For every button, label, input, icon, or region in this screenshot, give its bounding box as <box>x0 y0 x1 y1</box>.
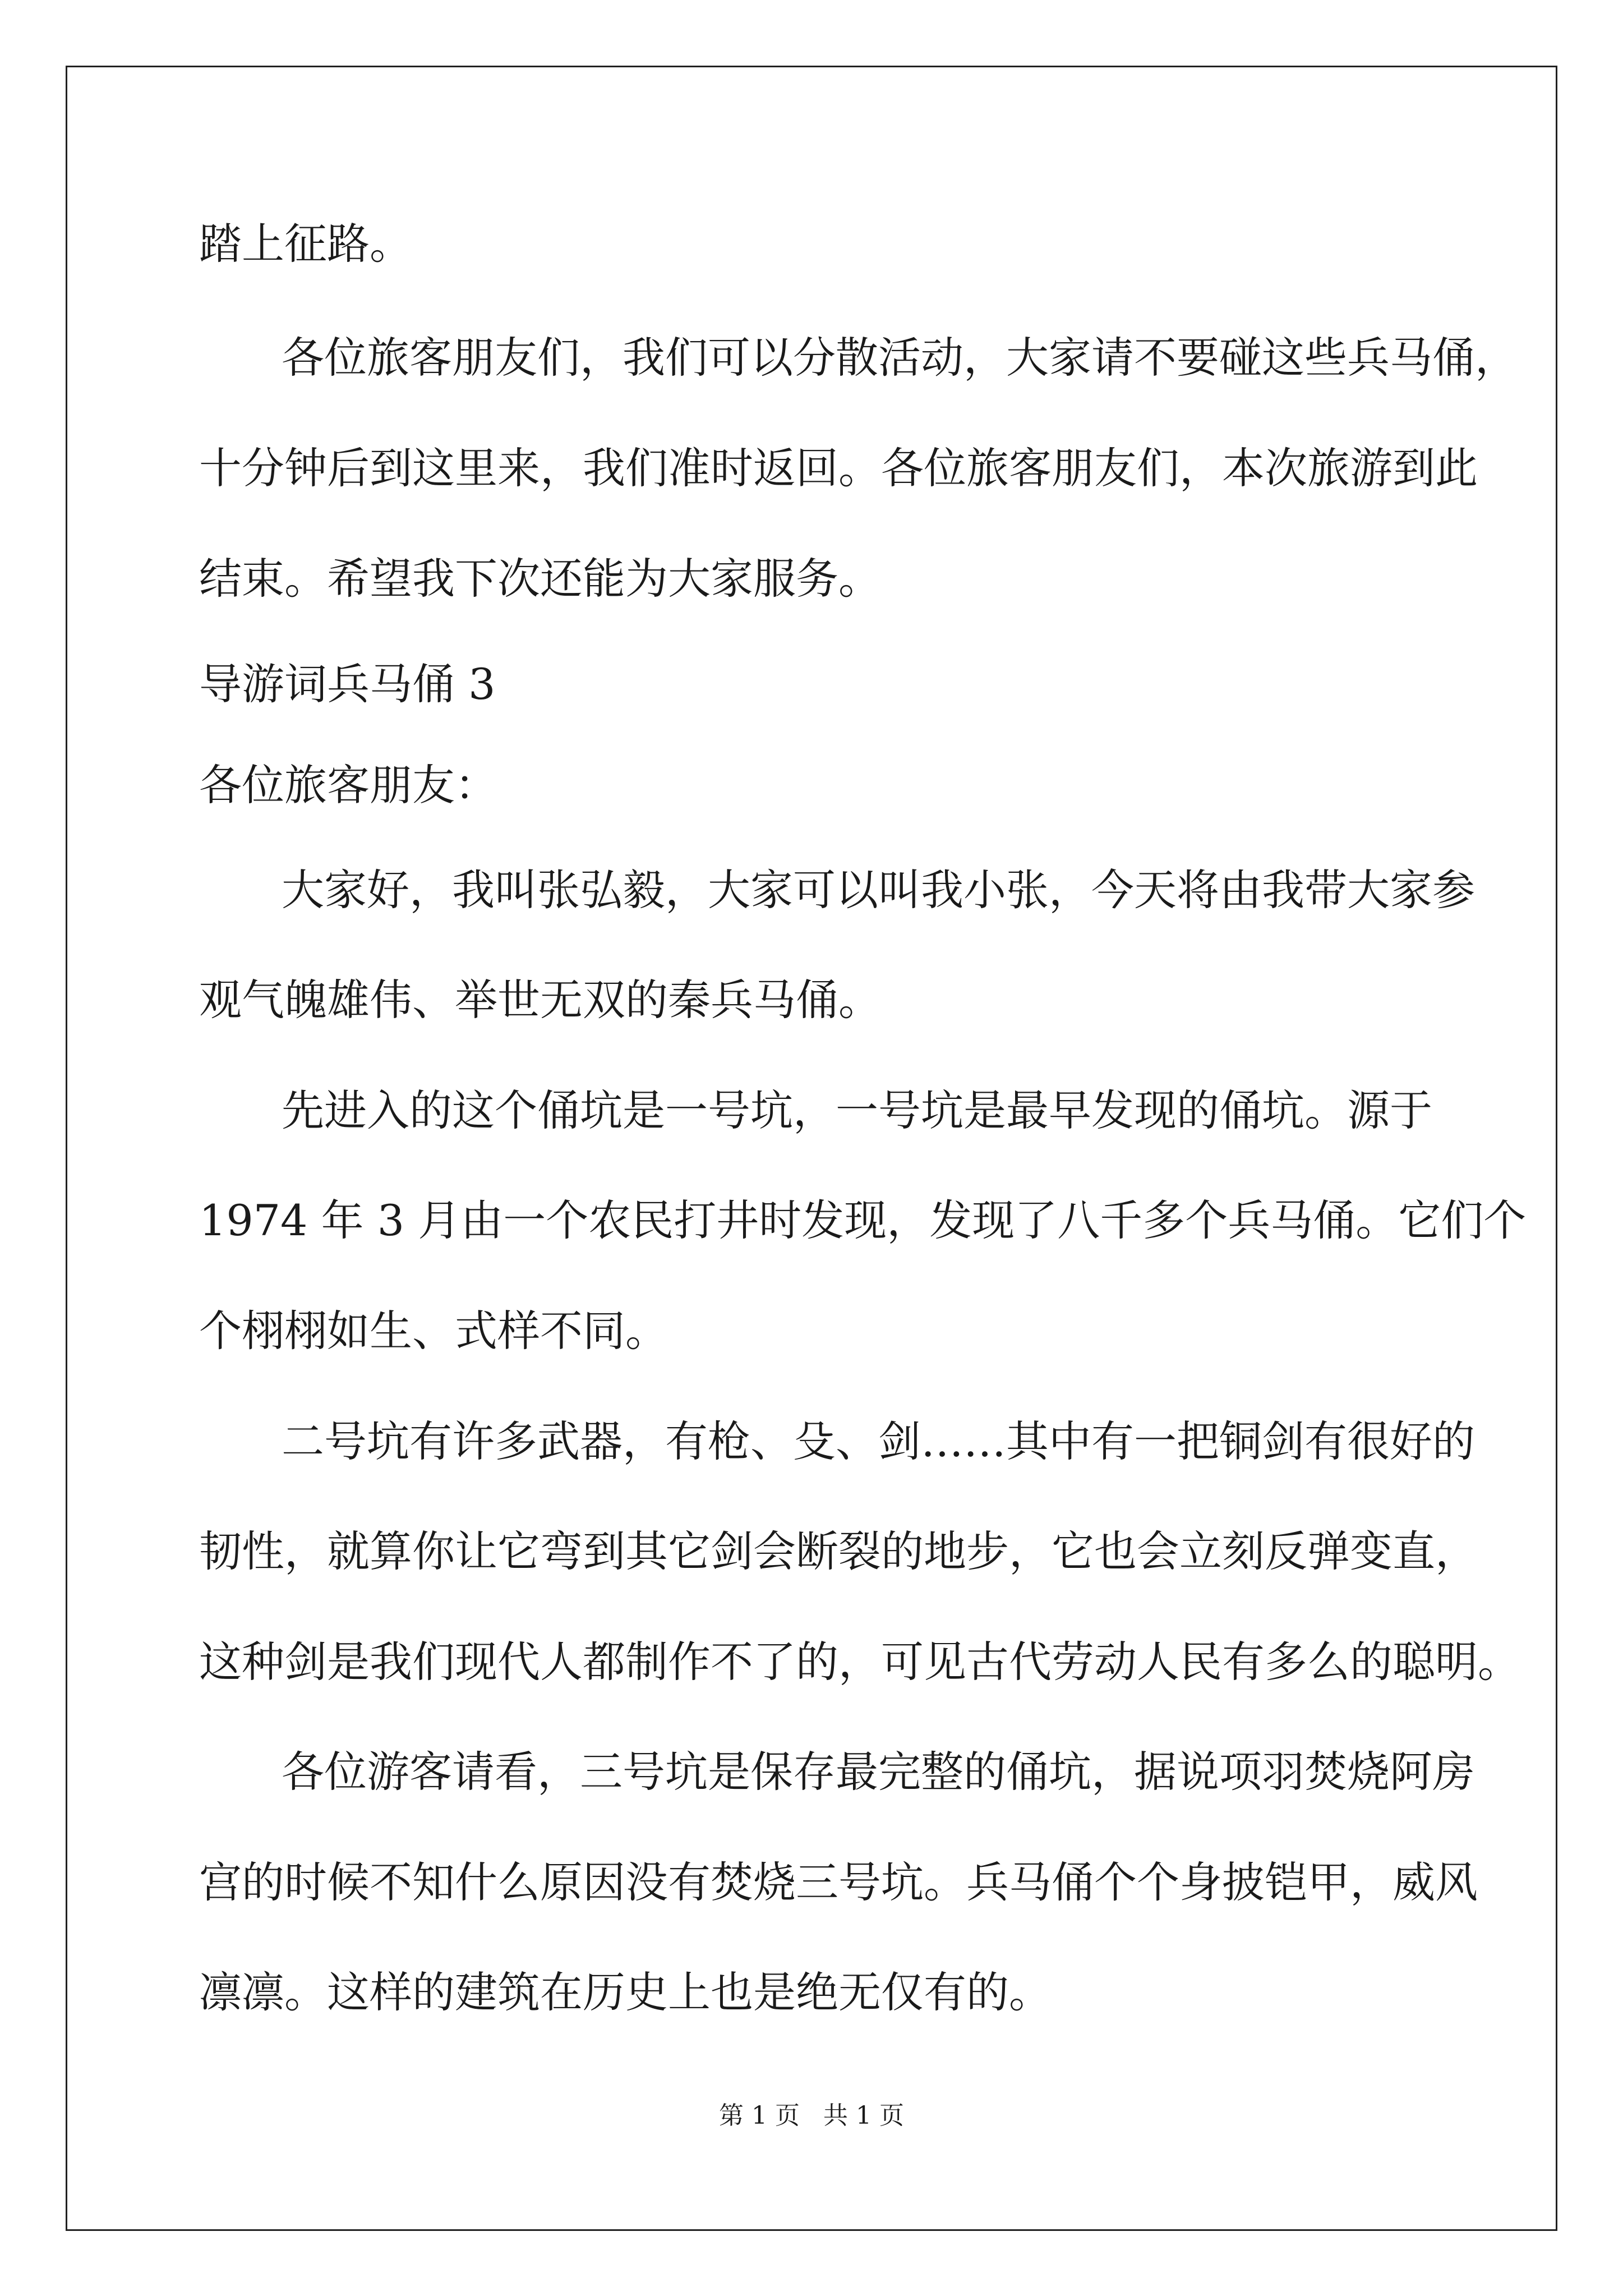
text-line: 凛凛。这样的建筑在历史上也是绝无仅有的。 <box>199 1967 1052 2017</box>
text-line: 韧性，就算你让它弯到其它剑会断裂的地步，它也会立刻反弹变直， <box>199 1526 1478 1576</box>
text-line: 结束。希望我下次还能为大家服务。 <box>199 554 881 604</box>
page-footer: 第 1 页 共 1 页 <box>719 2101 904 2130</box>
section-heading: 导游词兵马俑 3 <box>199 659 496 709</box>
text-line: 这种剑是我们现代人都制作不了的，可见古代劳动人民有多么的聪明。 <box>199 1637 1520 1687</box>
salutation: 各位旅客朋友： <box>199 760 497 810</box>
text-line: 宫的时候不知什么原因没有焚烧三号坑。兵马俑个个身披铠甲，威风 <box>199 1857 1478 1907</box>
paragraph-start-line: 二号坑有许多武器，有枪、殳、剑……其中有一把铜剑有很好的 <box>282 1416 1475 1466</box>
text-line: 个栩栩如生、式样不同。 <box>199 1306 668 1356</box>
text-line: 十分钟后到这里来，我们准时返回。各位旅客朋友们，本次旅游到此 <box>199 443 1478 493</box>
paragraph-start-line: 大家好，我叫张弘毅，大家可以叫我小张，今天将由我带大家参 <box>282 865 1475 915</box>
text-line: 踏上征路。 <box>199 219 412 269</box>
text-line: 1974 年 3 月由一个农民打井时发现，发现了八千多个兵马俑。它们个 <box>199 1195 1527 1245</box>
paragraph-start-line: 各位游客请看，三号坑是保存最完整的俑坑，据说项羽焚烧阿房 <box>282 1747 1475 1797</box>
paragraph-start-line: 先进入的这个俑坑是一号坑，一号坑是最早发现的俑坑。源于 <box>282 1085 1432 1135</box>
text-line: 观气魄雄伟、举世无双的秦兵马俑。 <box>199 975 881 1025</box>
paragraph-start-line: 各位旅客朋友们，我们可以分散活动，大家请不要碰这些兵马俑， <box>282 333 1518 383</box>
